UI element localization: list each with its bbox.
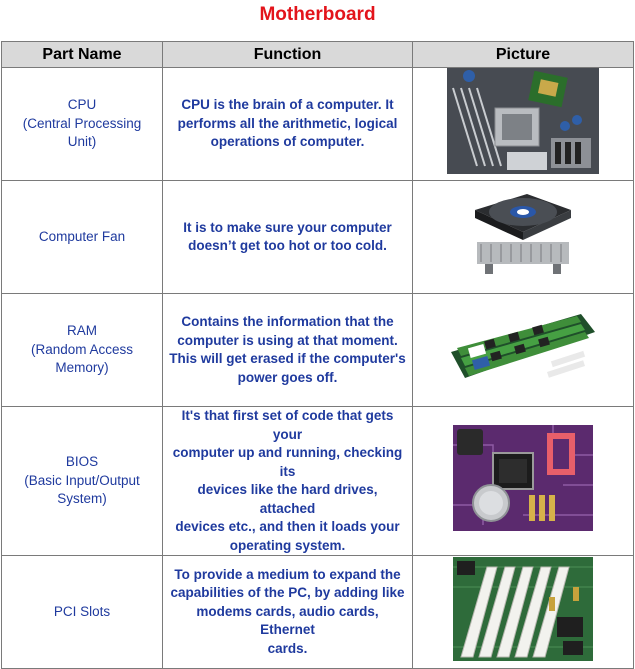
cpu-socket-photo-icon (447, 68, 599, 180)
function-line: doesn’t get too hot or too cold. (188, 238, 387, 253)
function-cell (163, 68, 413, 181)
part-name-line: BIOS (65, 454, 99, 470)
function-line: modems cards, audio cards, Ethernet (196, 603, 379, 638)
function-line: cards. (267, 640, 308, 656)
function-line: CPU is the brain of a computer. It (181, 97, 394, 113)
picture-cell (413, 294, 634, 407)
function-line: computer is using at that moment. (177, 332, 398, 348)
picture-cell (413, 556, 634, 669)
function-cell (163, 556, 413, 669)
function-line: devices like the hard drives, attached (197, 482, 378, 516)
picture-cell (413, 68, 634, 181)
header-picture: Picture (413, 42, 634, 68)
part-name-line: (Basic Input/Output (24, 472, 140, 488)
ram-modules-photo-icon (451, 312, 595, 388)
part-name-line: Unit) (67, 134, 97, 150)
part-name-line: System) (57, 491, 107, 507)
table-row (2, 556, 634, 669)
function-line: devices etc., and then it loads your (175, 519, 400, 534)
computer-fan-photo-icon (467, 192, 579, 282)
function-line: operating system. (229, 537, 346, 553)
function-line: computer up and running, checking its (172, 445, 403, 479)
function-line: It is to make sure your computer (183, 219, 392, 235)
function-line: It's that first set of code that gets your (181, 408, 394, 442)
table-row (2, 407, 634, 556)
header-part-name: Part Name (2, 42, 163, 68)
picture-cell (413, 181, 634, 294)
function-line: capabilities of the PC, by adding like (170, 585, 405, 601)
part-name-cell (2, 294, 163, 407)
function-line: performs all the arithmetic, logical (177, 115, 398, 131)
function-line: Contains the information that the (181, 314, 394, 329)
part-name-line: CPU (67, 97, 97, 113)
header-function: Function (163, 42, 413, 68)
motherboard-table (1, 41, 634, 669)
part-name-line: (Central Processing (22, 115, 142, 131)
function-line: This will get erased if the computer's (169, 351, 406, 366)
part-name-cell (2, 181, 163, 294)
table-row (2, 181, 634, 294)
part-name-line: PCI Slots (53, 603, 111, 619)
part-name-line: Computer Fan (38, 228, 126, 244)
function-cell (163, 407, 413, 556)
function-line: operations of computer. (210, 134, 365, 150)
part-name-line: Memory) (55, 360, 109, 376)
picture-cell (413, 407, 634, 556)
part-name-cell (2, 68, 163, 181)
part-name-cell (2, 407, 163, 556)
table-row (2, 68, 634, 181)
table-row (2, 294, 634, 407)
part-name-line: (Random Access (30, 341, 134, 357)
part-name-cell (2, 556, 163, 669)
function-cell (163, 294, 413, 407)
table-header-row (2, 42, 634, 68)
function-line: To provide a medium to expand the (174, 566, 401, 582)
part-name-line: RAM (67, 323, 97, 339)
page-title: Motherboard (259, 4, 376, 25)
function-line: power goes off. (237, 369, 338, 385)
function-cell (163, 181, 413, 294)
bios-chip-photo-icon (453, 425, 593, 537)
pci-slots-photo-icon (453, 557, 593, 667)
